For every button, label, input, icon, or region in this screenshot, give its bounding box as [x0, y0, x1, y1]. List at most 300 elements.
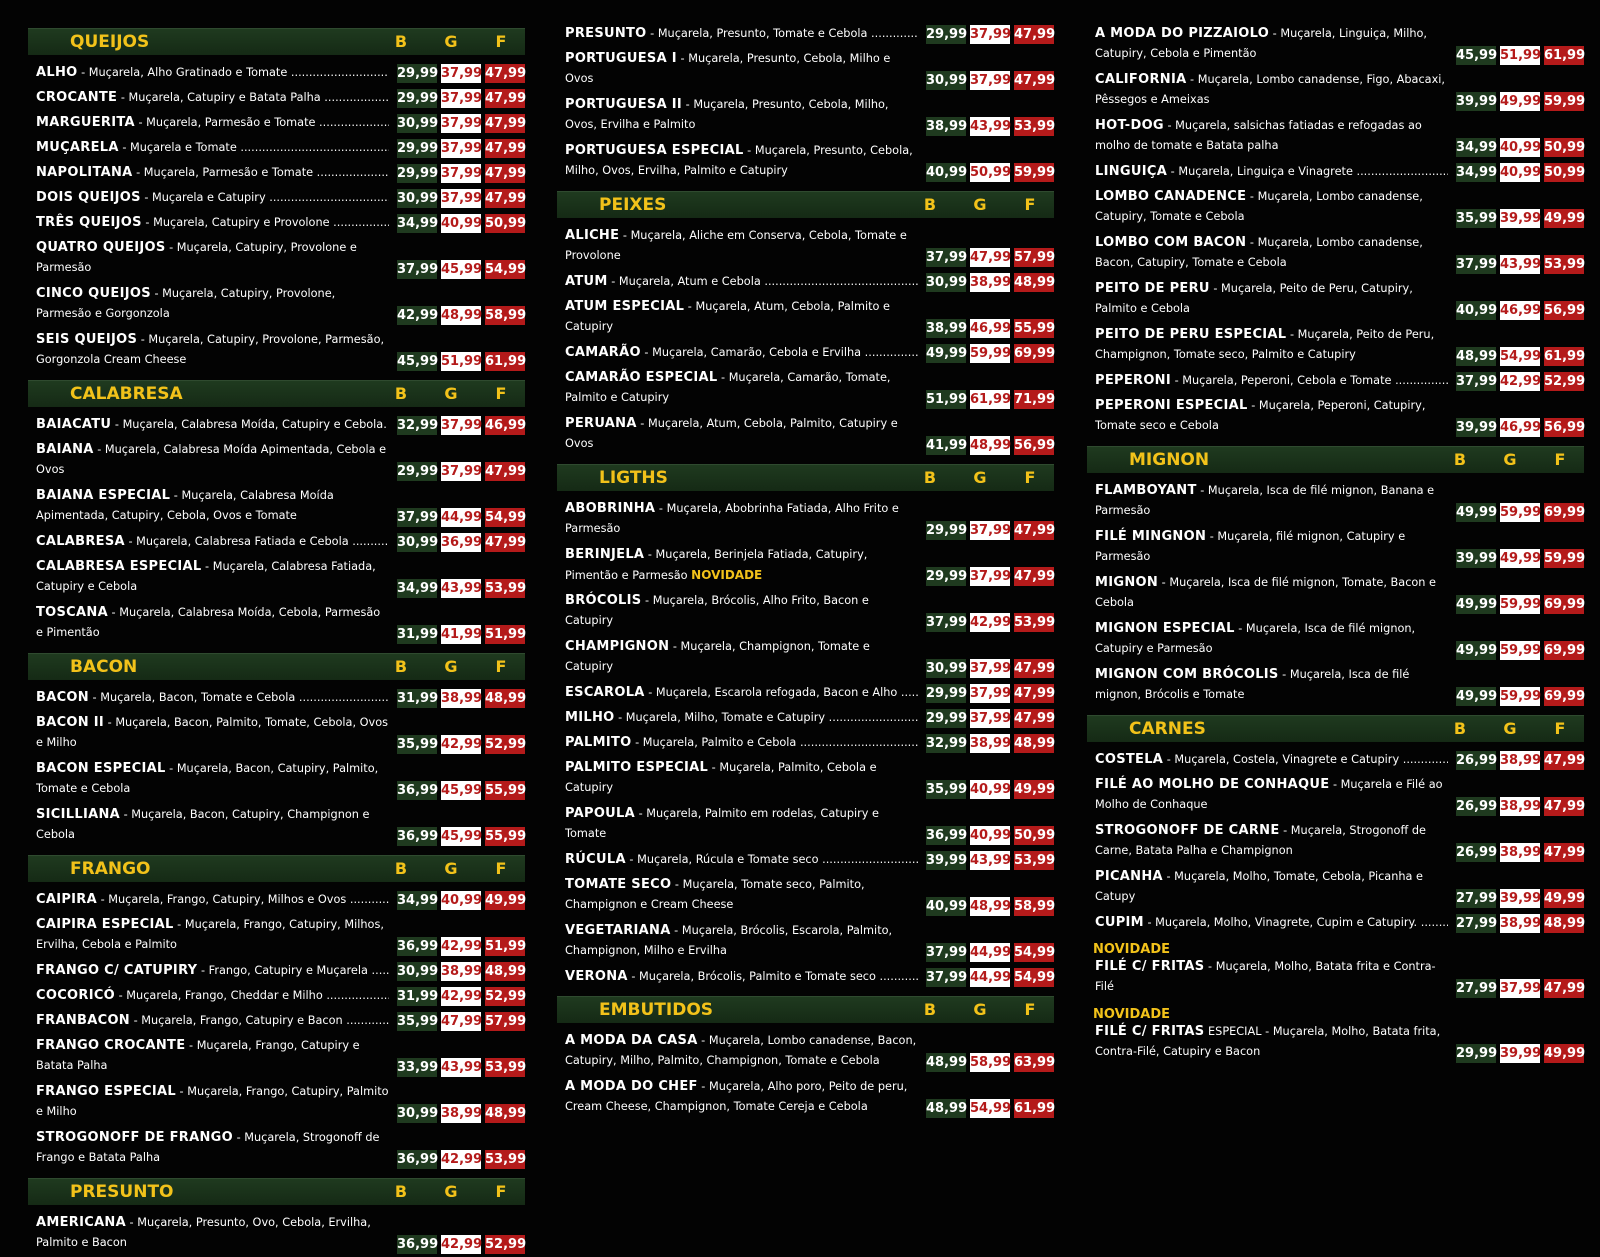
item-ingredients: Muçarela, Aliche em Conserva, Cebola, Tomate e Provolone — [565, 229, 907, 262]
section-header — [28, 1178, 525, 1205]
menu-item — [28, 888, 525, 913]
item-ingredients: Muçarela, Parmesão e Tomate — [143, 166, 314, 179]
size-g-header: G — [1503, 719, 1517, 738]
item-ingredients: Muçarela, Isca de filé mignon, Brócolis e Tomate — [1095, 668, 1410, 701]
item-ingredients: Muçarela, Linguiça e Vinagrete — [1178, 165, 1353, 178]
menu-item — [28, 601, 525, 647]
section-title: CALABRESA — [70, 384, 183, 404]
price-group — [393, 781, 525, 800]
item-name: PALMITO ESPECIAL — [565, 760, 709, 775]
price-f: 69,99 — [1014, 346, 1056, 361]
item-description: ATUM - Muçarela, Atum e Cebola ..... — [565, 272, 918, 292]
price-f: 69,99 — [1544, 597, 1586, 612]
price-g: 37,99 — [970, 711, 1012, 726]
menu-item — [1087, 819, 1584, 865]
menu-item — [28, 1211, 525, 1257]
price-b: 41,99 — [926, 438, 968, 453]
menu-item — [1087, 231, 1584, 277]
price-g: 37,99 — [441, 141, 483, 156]
size-g-header: G — [444, 32, 458, 51]
price-b: 35,99 — [397, 737, 439, 752]
item-name: TRÊS QUEIJOS — [36, 215, 142, 230]
price-group — [1452, 641, 1584, 660]
price-f: 57,99 — [485, 1014, 527, 1029]
price-b: 36,99 — [397, 939, 439, 954]
price-f: 52,99 — [485, 737, 527, 752]
item-description: PEPERONI ESPECIAL - Muçarela, Peperoni, Catupiry, Tomate seco e Cebola ..... — [1095, 396, 1448, 437]
price-f: 47,99 — [1014, 711, 1056, 726]
item-description: PALMITO ESPECIAL - Muçarela, Palmito, Cebola e Catupiry ..... — [565, 758, 918, 799]
item-description: CAIPIRA - Muçarela, Frango, Catupiry, Milhos e Ovos ..... — [36, 890, 389, 910]
item-ingredients: Muçarela, Palmito em rodelas, Catupiry e Tomate — [565, 807, 880, 840]
price-g: 42,99 — [441, 737, 483, 752]
price-f: 47,99 — [485, 66, 527, 81]
price-b: 29,99 — [926, 711, 968, 726]
price-f: 50,99 — [1544, 165, 1586, 180]
price-b: 34,99 — [1456, 165, 1498, 180]
item-name: PORTUGUESA I — [565, 51, 677, 66]
price-f: 47,99 — [1544, 845, 1586, 860]
item-ingredients: Muçarela, salsichas fatiadas e refogadas ao molho de tomate e Batata palha — [1095, 119, 1422, 152]
menu-item — [28, 555, 525, 601]
item-description: MARGUERITA - Muçarela, Parmesão e Tomate ..... — [36, 113, 389, 133]
item-ingredients: Muçarela, Camarão, Tomate, Palmito e Catupiry — [565, 371, 891, 404]
novidade-label: NOVIDADE — [691, 568, 763, 582]
price-group — [1452, 797, 1584, 816]
size-g-header: G — [973, 468, 987, 487]
price-b: 39,99 — [1456, 551, 1498, 566]
price-b: 31,99 — [397, 627, 439, 642]
price-group — [1452, 92, 1584, 111]
menu-item — [28, 1080, 525, 1126]
price-group — [393, 1150, 525, 1169]
menu-item — [557, 22, 1054, 47]
item-name: CINCO QUEIJOS — [36, 286, 151, 301]
price-f: 52,99 — [485, 989, 527, 1004]
item-name: PEPERONI ESPECIAL — [1095, 398, 1248, 413]
item-description: CHAMPIGNON - Muçarela, Champignon, Tomate e Catupiry ..... — [565, 637, 918, 678]
item-description: PEITO DE PERU - Muçarela, Peito de Peru, Catupiry, Palmito e Cebola ..... — [1095, 279, 1448, 320]
item-ingredients: Muçarela, Peperoni, Catupiry, Tomate seco e Cebola — [1095, 399, 1426, 432]
price-group — [922, 734, 1054, 753]
menu-item — [1087, 748, 1584, 773]
menu-column-1 — [28, 22, 525, 1257]
item-ingredients: Muçarela, Calabresa Moída, Catupiry e Cebola. — [122, 418, 387, 431]
menu-item — [28, 438, 525, 484]
item-name-suffix: ESPECIAL — [1208, 1025, 1262, 1038]
price-g: 40,99 — [1500, 140, 1542, 155]
item-description: CUPIM - Muçarela, Molho, Vinagrete, Cupim e Catupiry. ..... — [1095, 913, 1448, 933]
menu-item — [1087, 911, 1584, 936]
price-b: 27,99 — [1456, 981, 1498, 996]
item-description: A MODA DO CHEF - Muçarela, Alho poro, Peito de peru, Cream Cheese, Champignon, Tomate Cereja e Cebola ..... — [565, 1077, 918, 1118]
price-group — [1452, 549, 1584, 568]
price-g: 59,99 — [1500, 643, 1542, 658]
item-name: CAMARÃO ESPECIAL — [565, 370, 718, 385]
menu-item — [557, 756, 1054, 802]
price-f: 50,99 — [1544, 140, 1586, 155]
price-group — [393, 962, 525, 981]
price-g: 40,99 — [441, 893, 483, 908]
item-name: A MODA DA CASA — [565, 1033, 698, 1048]
price-g: 42,99 — [441, 1152, 483, 1167]
price-g: 59,99 — [1500, 689, 1542, 704]
item-name: TOMATE SECO — [565, 877, 672, 892]
price-group — [1452, 914, 1584, 933]
item-description: MUÇARELA - Muçarela e Tomate ..... — [36, 138, 389, 158]
item-name: CROCANTE — [36, 90, 118, 105]
size-f-header: F — [1024, 1000, 1036, 1019]
price-group — [393, 214, 525, 233]
price-b: 32,99 — [926, 736, 968, 751]
item-ingredients: Muçarela, Strogonoff de Carne, Batata Palha e Champignon — [1095, 824, 1426, 857]
item-name: ALICHE — [565, 228, 620, 243]
item-name: QUATRO QUEIJOS — [36, 240, 166, 255]
item-description: ABOBRINHA - Muçarela, Abobrinha Fatiada, Alho Frito e Parmesão ..... — [565, 499, 918, 540]
item-ingredients: Muçarela, Molho, Batata frita e Contra-Filé — [1095, 960, 1436, 993]
price-b: 29,99 — [926, 27, 968, 42]
menu-item — [557, 224, 1054, 270]
item-description: CALABRESA - Muçarela, Calabresa Fatiada e Cebola ..... — [36, 532, 389, 552]
item-description: SEIS QUEIJOS - Muçarela, Catupiry, Provolone, Parmesão, Gorgonzola Cream Cheese ..... — [36, 330, 389, 371]
price-f: 50,99 — [485, 216, 527, 231]
item-ingredients: Muçarela, Brócolis, Escarola, Palmito, Champignon, Milho e Ervilha — [565, 924, 893, 957]
section-header — [28, 653, 525, 680]
price-f: 59,99 — [1014, 165, 1056, 180]
item-name: MIGNON COM BRÓCOLIS — [1095, 667, 1279, 682]
item-name: PEITO DE PERU ESPECIAL — [1095, 327, 1287, 342]
item-name: BRÓCOLIS — [565, 593, 642, 608]
item-name: MARGUERITA — [36, 115, 135, 130]
price-group — [393, 1058, 525, 1077]
price-b: 29,99 — [397, 464, 439, 479]
price-b: 29,99 — [397, 166, 439, 181]
price-g: 39,99 — [1500, 891, 1542, 906]
price-f: 55,99 — [1014, 321, 1056, 336]
section-title: QUEIJOS — [70, 32, 150, 52]
item-description: TOSCANA - Muçarela, Calabresa Moída, Cebola, Parmesão e Pimentão ..... — [36, 603, 389, 644]
item-description: HOT-DOG - Muçarela, salsichas fatiadas e refogadas ao molho de tomate e Batata palha ..... — [1095, 116, 1448, 157]
item-description: PORTUGUESA I - Muçarela, Presunto, Cebola, Milho e Ovos ..... — [565, 49, 918, 90]
price-g: 39,99 — [1500, 1046, 1542, 1061]
price-g: 37,99 — [441, 191, 483, 206]
price-g: 37,99 — [441, 166, 483, 181]
item-ingredients: Muçarela, Frango, Catupiry, Milhos, Ervilha, Cebola e Palmito — [36, 918, 384, 951]
item-name: BERINJELA — [565, 547, 645, 562]
item-description: TOMATE SECO - Muçarela, Tomate seco, Palmito, Champignon e Cream Cheese ..... — [565, 875, 918, 916]
menu-item — [28, 161, 525, 186]
menu-item — [1087, 773, 1584, 819]
size-b-header: B — [394, 32, 408, 51]
item-ingredients: Muçarela, Bacon, Palmito, Tomate, Cebola, Ovos e Milho — [36, 716, 389, 749]
item-description: TRÊS QUEIJOS - Muçarela, Catupiry e Provolone ..... — [36, 213, 389, 233]
menu-column-3 — [1087, 22, 1584, 1066]
item-description: AMERICANA - Muçarela, Presunto, Ovo, Cebola, Ervilha, Palmito e Bacon ..... — [36, 1213, 389, 1254]
size-f-header: F — [495, 384, 507, 403]
price-group — [922, 567, 1054, 586]
novidade-label: NOVIDADE — [1093, 1007, 1171, 1022]
price-group — [1452, 418, 1584, 437]
price-group — [393, 89, 525, 108]
price-b: 34,99 — [1456, 140, 1498, 155]
item-name: RÚCULA — [565, 852, 626, 867]
menu-item — [557, 802, 1054, 848]
price-b: 29,99 — [397, 91, 439, 106]
price-group — [393, 579, 525, 598]
price-f: 61,99 — [485, 354, 527, 369]
item-description: BACON ESPECIAL - Muçarela, Bacon, Catupiry, Palmito, Tomate e Cebola ..... — [36, 759, 389, 800]
item-ingredients: Muçarela, Bacon, Catupiry, Champignon e Cebola — [36, 808, 370, 841]
item-name: COCORICÓ — [36, 988, 116, 1003]
price-group — [922, 436, 1054, 455]
item-ingredients: Muçarela, Frango, Catupiry e Bacon — [141, 1014, 343, 1027]
price-group — [922, 25, 1054, 44]
item-name: BACON II — [36, 715, 105, 730]
item-description: BAIANA - Muçarela, Calabresa Moída Apimentada, Cebola e Ovos ..... — [36, 440, 389, 481]
price-group — [393, 462, 525, 481]
item-ingredients: Muçarela, Costela, Vinagrete e Catupiry — [1174, 753, 1400, 766]
item-name: ATUM ESPECIAL — [565, 299, 685, 314]
item-description: FILÉ C/ FRITAS ESPECIAL - Muçarela, Molho, Batata frita, Contra-Filé, Catupiry e Bacon ..... — [1095, 1022, 1448, 1063]
item-description: LOMBO COM BACON - Muçarela, Lombo canadense, Bacon, Catupiry, Tomate e Cebola ..... — [1095, 233, 1448, 274]
price-b: 37,99 — [926, 945, 968, 960]
price-f: 49,99 — [1544, 211, 1586, 226]
item-name: PORTUGUESA ESPECIAL — [565, 143, 744, 158]
price-f: 47,99 — [485, 141, 527, 156]
price-f: 61,99 — [1544, 48, 1586, 63]
price-group — [393, 306, 525, 325]
price-f: 56,99 — [1014, 438, 1056, 453]
size-g-header: G — [973, 1000, 987, 1019]
price-b: 49,99 — [1456, 597, 1498, 612]
item-description: BACON - Muçarela, Bacon, Tomate e Cebola ..... — [36, 688, 389, 708]
menu-item — [28, 959, 525, 984]
price-group — [922, 117, 1054, 136]
price-group — [922, 273, 1054, 292]
price-group — [393, 1235, 525, 1254]
menu-item — [28, 186, 525, 211]
menu-item — [28, 236, 525, 282]
price-b: 29,99 — [1456, 1046, 1498, 1061]
price-g: 46,99 — [970, 321, 1012, 336]
price-f: 53,99 — [485, 581, 527, 596]
section-header — [28, 28, 525, 55]
price-g: 38,99 — [441, 1106, 483, 1121]
item-ingredients: Muçarela, Catupiry, Provolone, Parmesão, Gorgonzola Cream Cheese — [36, 333, 385, 366]
price-f: 56,99 — [1544, 303, 1586, 318]
menu-item — [28, 413, 525, 438]
price-b: 27,99 — [1456, 916, 1498, 931]
price-f: 53,99 — [485, 1060, 527, 1075]
item-description: PAPOULA - Muçarela, Palmito em rodelas, Catupiry e Tomate ..... — [565, 804, 918, 845]
price-b: 26,99 — [1456, 845, 1498, 860]
menu-item — [28, 86, 525, 111]
item-description: PORTUGUESA II - Muçarela, Presunto, Cebola, Milho, Ovos, Ervilha e Palmito ..... — [565, 95, 918, 136]
menu-item — [1087, 479, 1584, 525]
menu-item — [1087, 369, 1584, 394]
price-group — [393, 937, 525, 956]
price-g: 45,99 — [441, 829, 483, 844]
item-ingredients: Muçarela, Catupiry e Batata Palha — [128, 91, 321, 104]
item-name: FRANGO C/ CATUPIRY — [36, 963, 198, 978]
item-ingredients: Muçarela, Frango, Cheddar e Milho — [126, 989, 323, 1002]
item-name: ATUM — [565, 274, 608, 289]
item-description: FLAMBOYANT - Muçarela, Isca de filé mignon, Banana e Parmesão ..... — [1095, 481, 1448, 522]
price-f: 58,99 — [1014, 899, 1056, 914]
price-g: 61,99 — [970, 392, 1012, 407]
item-ingredients: Muçarela, Catupiry e Provolone — [153, 216, 330, 229]
price-b: 40,99 — [1456, 303, 1498, 318]
price-g: 42,99 — [970, 615, 1012, 630]
price-b: 49,99 — [1456, 689, 1498, 704]
price-b: 35,99 — [1456, 211, 1498, 226]
menu-item — [557, 341, 1054, 366]
item-ingredients: Muçarela, Molho, Batata frita, Contra-Filé, Catupiry e Bacon — [1095, 1025, 1441, 1058]
menu-item — [557, 139, 1054, 185]
item-name: PEITO DE PERU — [1095, 281, 1210, 296]
price-f: 54,99 — [1014, 970, 1056, 985]
item-name: FILÉ MINGNON — [1095, 529, 1207, 544]
price-g: 37,99 — [1500, 981, 1542, 996]
price-g: 48,99 — [970, 438, 1012, 453]
menu-item — [557, 93, 1054, 139]
price-f: 51,99 — [485, 627, 527, 642]
item-description: PEPERONI - Muçarela, Peperoni, Cebola e Tomate ..... — [1095, 371, 1448, 391]
item-ingredients: Muçarela, Bacon, Catupiry, Palmito, Tomate e Cebola — [36, 762, 379, 795]
menu-item — [28, 1009, 525, 1034]
item-ingredients: Muçarela, Lombo canadense, Figo, Abacaxi, Pêssegos e Ameixas — [1095, 73, 1445, 106]
item-ingredients: Muçarela, Presunto, Cebola, Milho, Ovos, Ervilha, Palmito e Catupiry — [565, 144, 913, 177]
item-description: RÚCULA - Muçarela, Rúcula e Tomate seco ..... — [565, 850, 918, 870]
price-group — [922, 1099, 1054, 1118]
price-group — [1452, 255, 1584, 274]
item-name: MIGNON — [1095, 575, 1159, 590]
price-b: 39,99 — [1456, 420, 1498, 435]
price-g: 49,99 — [1500, 551, 1542, 566]
menu-item — [28, 711, 525, 757]
price-group — [922, 1053, 1054, 1072]
price-b: 30,99 — [926, 275, 968, 290]
menu-item — [557, 1029, 1054, 1075]
price-group — [922, 613, 1054, 632]
price-b: 30,99 — [397, 191, 439, 206]
menu-item — [28, 61, 525, 86]
menu-item — [28, 136, 525, 161]
section-title: PRESUNTO — [70, 1182, 174, 1202]
menu-item — [557, 731, 1054, 756]
item-description: CROCANTE - Muçarela, Catupiry e Batata Palha ..... — [36, 88, 389, 108]
price-group — [393, 64, 525, 83]
item-description: CAMARÃO ESPECIAL - Muçarela, Camarão, Tomate, Palmito e Catupiry ..... — [565, 368, 918, 409]
price-f: 49,99 — [485, 893, 527, 908]
price-group — [922, 709, 1054, 728]
item-description: PALMITO - Muçarela, Palmito e Cebola ..... — [565, 733, 918, 753]
item-name: CALABRESA ESPECIAL — [36, 559, 202, 574]
item-description: MIGNON COM BRÓCOLIS - Muçarela, Isca de filé mignon, Brócolis e Tomate ..... — [1095, 665, 1448, 706]
item-name: DOIS QUEIJOS — [36, 190, 141, 205]
section-header — [28, 380, 525, 407]
item-description: FILÉ MINGNON - Muçarela, filé mignon, Catupiry e Parmesão ..... — [1095, 527, 1448, 568]
menu-item — [28, 111, 525, 136]
price-b: 36,99 — [926, 828, 968, 843]
menu-item — [557, 681, 1054, 706]
price-f: 48,99 — [1014, 275, 1056, 290]
price-b: 31,99 — [397, 989, 439, 1004]
item-ingredients: Muçarela, Calabresa Moída Apimentada, Cebola e Ovos — [36, 443, 387, 476]
item-ingredients: Muçarela, Strogonoff de Frango e Batata Palha — [36, 1131, 380, 1164]
item-name: MUÇARELA — [36, 140, 119, 155]
price-g: 42,99 — [441, 989, 483, 1004]
item-description: FRANGO CROCANTE - Muçarela, Frango, Catupiry e Batata Palha ..... — [36, 1036, 389, 1077]
item-name: SEIS QUEIJOS — [36, 332, 138, 347]
item-name: A MODA DO PIZZAIOLO — [1095, 26, 1270, 41]
item-description: PRESUNTO - Muçarela, Presunto, Tomate e Cebola ..... — [565, 24, 918, 44]
item-description: VERONA - Muçarela, Brócolis, Palmito e Tomate seco ..... — [565, 967, 918, 987]
size-f-header: F — [495, 32, 507, 51]
price-f: 50,99 — [1014, 828, 1056, 843]
item-ingredients: Muçarela, Frango, Catupiry, Palmito e Milho — [36, 1085, 389, 1118]
price-g: 38,99 — [970, 736, 1012, 751]
price-f: 49,99 — [1544, 1046, 1586, 1061]
item-description: PORTUGUESA ESPECIAL - Muçarela, Presunto, Cebola, Milho, Ovos, Ervilha, Palmito e Catupiry ..... — [565, 141, 918, 182]
item-ingredients: Muçarela e Tomate — [130, 141, 237, 154]
size-b-header: B — [923, 195, 937, 214]
item-ingredients: Muçarela, Tomate seco, Palmito, Champignon e Cream Cheese — [565, 878, 865, 911]
menu-item — [557, 295, 1054, 341]
price-b: 29,99 — [397, 66, 439, 81]
price-f: 47,99 — [1014, 686, 1056, 701]
item-description: MILHO - Muçarela, Milho, Tomate e Catupiry ..... — [565, 708, 918, 728]
price-b: 34,99 — [397, 216, 439, 231]
price-b: 37,99 — [926, 250, 968, 265]
price-group — [1452, 1044, 1584, 1063]
price-f: 48,99 — [1014, 736, 1056, 751]
section-title: MIGNON — [1129, 450, 1210, 470]
price-b: 38,99 — [926, 119, 968, 134]
section-header — [557, 464, 1054, 491]
price-b: 30,99 — [397, 1106, 439, 1121]
item-description: STROGONOFF DE CARNE - Muçarela, Strogonoff de Carne, Batata Palha e Champignon ..... — [1095, 821, 1448, 862]
size-f-header: F — [495, 859, 507, 878]
price-b: 39,99 — [1456, 94, 1498, 109]
price-f: 47,99 — [1544, 753, 1586, 768]
item-description: FRANGO ESPECIAL - Muçarela, Frango, Catupiry, Palmito e Milho ..... — [36, 1082, 389, 1123]
item-ingredients: Muçarela, Peito de Peru, Catupiry, Palmito e Cebola — [1095, 282, 1413, 315]
price-f: 47,99 — [1544, 799, 1586, 814]
price-f: 48,99 — [1544, 916, 1586, 931]
price-b: 48,99 — [926, 1055, 968, 1070]
price-group — [922, 826, 1054, 845]
price-b: 40,99 — [926, 165, 968, 180]
item-description: FILÉ C/ FRITAS - Muçarela, Molho, Batata frita e Contra-Filé ..... — [1095, 957, 1448, 998]
price-g: 40,99 — [970, 782, 1012, 797]
price-g: 43,99 — [970, 853, 1012, 868]
price-b: 36,99 — [397, 1237, 439, 1252]
item-ingredients: Muçarela, Frango, Catupiry, Milhos e Ovos — [108, 893, 347, 906]
item-ingredients: Muçarela, Lombo canadense, Bacon, Catupiry, Tomate e Cebola — [1095, 236, 1423, 269]
item-ingredients: Muçarela, Presunto, Cebola, Milho, Ovos, Ervilha e Palmito — [565, 98, 889, 131]
item-ingredients: Muçarela, Abobrinha Fatiada, Alho Frito e Parmesão — [565, 502, 899, 535]
size-g-header: G — [444, 1182, 458, 1201]
item-name: CUPIM — [1095, 915, 1144, 930]
price-group — [393, 533, 525, 552]
item-name: BAIANA — [36, 442, 94, 457]
item-description: NAPOLITANA - Muçarela, Parmesão e Tomate ..... — [36, 163, 389, 183]
price-b: 38,99 — [926, 321, 968, 336]
price-b: 33,99 — [397, 1060, 439, 1075]
price-group — [1452, 843, 1584, 862]
item-description: FRANGO C/ CATUPIRY - Frango, Catupiry e Muçarela ..... — [36, 961, 389, 981]
